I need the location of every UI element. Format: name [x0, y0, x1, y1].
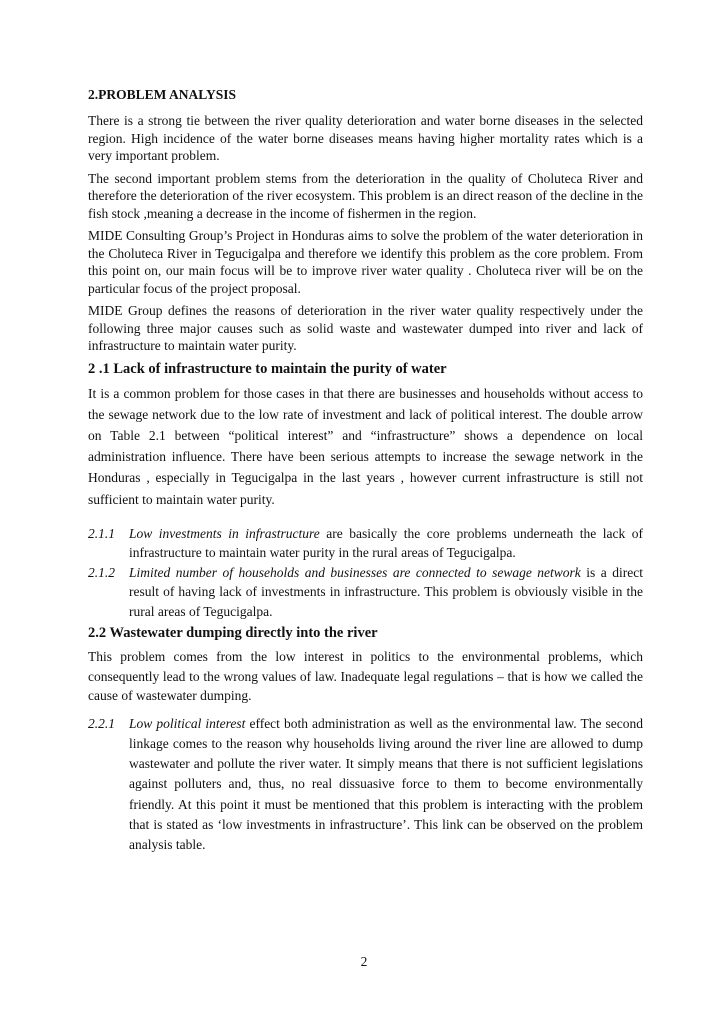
paragraph-infrastructure: It is a common problem for those cases in that there are businesses and households without access to the sewage network due to the low rate of investment and lack of political interest. The double arrow on Table 2.1 between “political interest” and “infrastructure” shows a dependence on local administration influence. There have been serious attempts to increase the sewage network in the Honduras , especially in Tegucigalpa in the last years , however current infrastructure is still not sufficient to maintain water purity. — [88, 385, 643, 507]
section-heading-wastewater-dumping: 2.2 Wastewater dumping directly into the river — [88, 625, 378, 642]
list-item-number: 2.1.2 — [88, 564, 115, 580]
list-item-body — [129, 714, 643, 855]
paragraph-core-problem: MIDE Consulting Group’s Project in Honduras aims to solve the problem of the water deterioration in the Choluteca River in Tegucigalpa and therefore we identify this problem as the core problem. From this point on, our main focus will be to improve river water quality . Choluteca river will be on the particular focus of the project proposal. — [88, 228, 643, 296]
list-item-lead: Low political interest — [129, 715, 246, 731]
list-item-lead: Limited number of households and businesses are connected to sewage network — [129, 564, 581, 580]
list-item-2-2-1 — [88, 714, 643, 855]
paragraph-intro: There is a strong tie between the river quality deterioration and water borne diseases in the selected region. High incidence of the water borne diseases means having higher mortality rates which is a very important problem. — [88, 113, 643, 163]
paragraph-causes: MIDE Group defines the reasons of deterioration in the river water quality respectively under the following three major causes such as solid waste and wastewater dumped into river and lack of infrastructure to maintain water purity. — [88, 303, 643, 353]
section-heading-problem-analysis: 2.PROBLEM ANALYSIS — [88, 87, 237, 102]
list-item-text: effect both administration as well as the environmental law. The second linkage comes to the reason why households living around the river line are allowed to dump wastewater and pollute the river water. It simply means that there is not sufficient legislations against polluters and, thus, no real dissuasive force to them to become environmentally friendly. At this point it must be mentioned that this problem is interacting with the problem that is stated as ‘low investments in infrastructure’. This link can be observed on the problem analysis table. — [129, 715, 643, 852]
list-item-2-1-1 — [88, 524, 643, 563]
list-item-number: 2.1.1 — [88, 525, 115, 541]
list-item-text: is a direct result of having lack of investments in infrastructure. This problem is obviously visible in the rural areas of Tegucigalpa. — [129, 564, 643, 619]
page-number: 2 — [360, 954, 368, 969]
section-heading-lack-of-infrastructure: 2 .1 Lack of infrastructure to maintain the purity of water — [88, 360, 447, 377]
document-page — [88, 86, 643, 855]
list-item-body — [129, 524, 643, 563]
paragraph-wastewater: This problem comes from the low interest in politics to the environmental problems, which consequently lead to the wrong values of law. Inadequate legal regulations – that is how we called the cause of wastewater dumping. — [88, 649, 643, 704]
list-item-lead: Low investments in infrastructure — [129, 525, 320, 541]
list-item-2-1-2 — [88, 563, 643, 622]
list-item-number: 2.2.1 — [88, 715, 115, 731]
list-item-text: are basically the core problems underneath the lack of infrastructure to maintain water purity in the rural areas of Tegucigalpa. — [129, 525, 643, 561]
list-item-body — [129, 563, 643, 622]
paragraph-second-problem: The second important problem stems from the deterioration in the quality of Choluteca River and therefore the deterioration of the river ecosystem. This problem is an direct reason of the decline in the fish stock ,meaning a decrease in the income of fishermen in the region. — [88, 170, 643, 221]
